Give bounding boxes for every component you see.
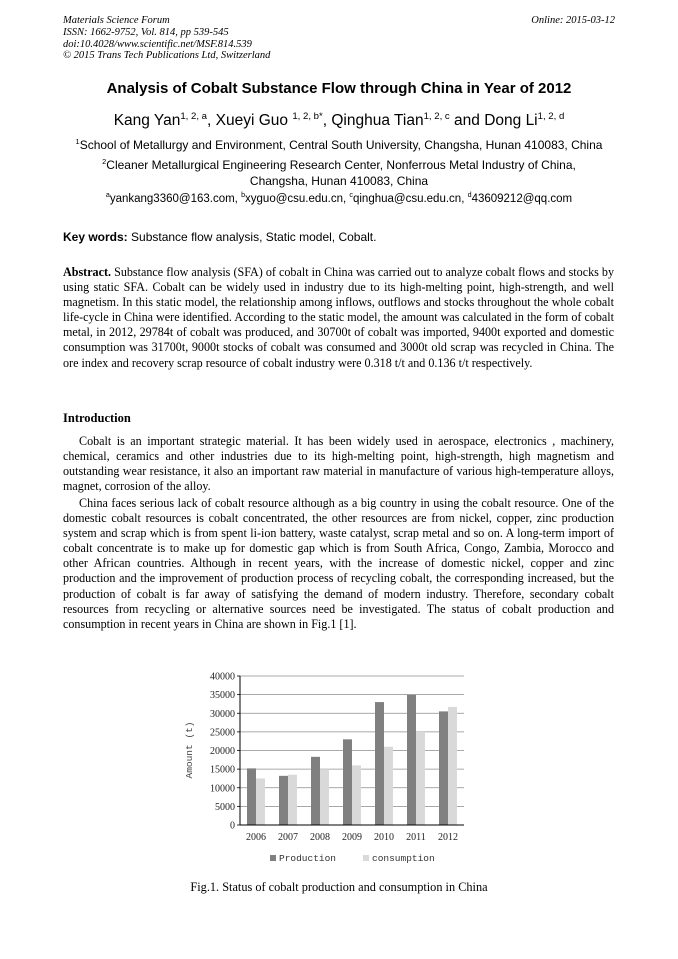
online-date: Online: 2015-03-12 [531,15,615,26]
chart-legend [270,853,435,864]
x-tick-label: 2012 [438,832,458,843]
email-mark: c [349,191,353,200]
legend-swatch-production [270,855,276,861]
email: yankang3360@163.com, [109,193,242,205]
y-tick-label: 35000 [210,690,235,702]
chart-bars [247,695,457,825]
author-separator: and [449,112,485,129]
affiliation-1 [0,138,678,154]
x-tick-label: 2007 [278,832,298,843]
author-list [0,112,678,130]
author-separator: , [207,112,216,129]
keywords-label: Key words: [63,230,128,244]
figure-caption: Fig.1. Status of cobalt production and consumption in China [190,880,488,894]
bar-consumption-2011 [416,732,425,825]
email-list [0,193,678,205]
keywords [63,230,376,244]
y-tick-label: 10000 [210,783,235,795]
bar-production-2012 [439,711,448,825]
legend-label-production: Production [279,853,337,864]
legend-label-consumption: consumption [372,853,435,864]
x-tick-label: 2006 [246,832,266,843]
email: xyguo@csu.edu.cn, [245,193,350,205]
bar-consumption-2008 [320,769,329,825]
y-tick-label: 25000 [210,727,235,739]
journal-copyright: © 2015 Trans Tech Publications Ltd, Switzerland [63,50,271,62]
y-tick-label: 30000 [210,708,235,720]
intro-paragraph-1: Cobalt is an important strategic material. It has been widely used in aerospace, electronics , machinery, chemical, ceramics and other industries due to its high-melting point, high-strength, high magnetism and outstanding wear resistance, it also an important raw material in manufacture of various high-temperature alloys, magnet, corrosion of the alloy. [63,434,614,494]
y-tick-labels [210,672,235,832]
bar-consumption-2009 [352,765,361,825]
journal-issn: ISSN: 1662-9752, Vol. 814, pp 539-545 [63,26,229,38]
author-name: Kang Yan [113,112,181,129]
x-tick-label: 2010 [374,832,394,843]
y-tick-label: 5000 [215,801,235,813]
email-mark: d [467,191,472,200]
bar-production-2006 [247,768,256,825]
email-mark: a [105,191,110,200]
affiliation-text: Cleaner Metallurgical Engineering Research Center, Nonferrous Metal Industry of China, [106,158,576,172]
bar-production-2007 [279,776,288,825]
journal-name: Materials Science Forum [63,15,170,26]
affiliation-mark: 1 [75,137,80,146]
abstract-label: Abstract. [63,265,112,279]
bar-production-2010 [375,702,384,825]
x-tick-labels [246,832,458,843]
bar-consumption-2007 [288,775,297,825]
intro-paragraph-2: China faces serious lack of cobalt resource although as a big country in using the cobalt resource. One of the domestic cobalt resources is cobalt concentrated, the other resources are from nickel, copper, zinc production system and scrap which is from spent li-ion battery, waste catalyst, scrap metal and so on. A long-term import of cobalt concentrate is to make up for domestic gap which is from South Africa, Congo, Zambia, Morocco and other African countries. Although in recent years, with the increase of domestic nickel, copper and zinc production and the improvement of production process of recycling cobalt, the corresponding increased, but the production of cobalt is far away of satisfying the demand of modern industry. Therefore, secondary cobalt resources from recycling or alternative sources need be investigated. The status of cobalt production and consumption in recent years in China are shown in Fig.1 [1]. [63,496,614,631]
bar-production-2011 [407,695,416,825]
paper-title: Analysis of Cobalt Substance Flow through China in Year of 2012 [106,80,572,97]
author-name: Xueyi Guo [215,112,293,129]
legend-swatch-consumption [363,855,369,861]
author-affiliation-mark: 1, 2, b* [292,110,323,122]
email: 43609212@qq.com [471,193,573,205]
author-name: Dong Li [484,112,538,129]
journal-info [63,15,270,62]
bar-production-2009 [343,739,352,825]
y-tick-label: 40000 [210,671,235,683]
affiliation-2 [0,158,678,189]
cobalt-bar-chart [180,668,480,873]
y-tick-label: 15000 [210,764,235,776]
abstract [63,265,614,371]
bar-consumption-2010 [384,747,393,825]
journal-doi: doi:10.4028/www.scientific.net/MSF.814.539 [63,38,252,50]
email: qinghua@csu.edu.cn, [352,193,468,205]
email-mark: b [241,191,246,200]
author-name: Qinghua Tian [331,112,424,129]
x-tick-label: 2011 [406,832,426,843]
author-affiliation-mark: 1, 2, d [537,110,565,122]
introduction-heading: Introduction [63,411,131,425]
bar-production-2008 [311,757,320,825]
y-tick-label: 20000 [210,746,235,757]
x-tick-label: 2009 [342,832,362,843]
keywords-text: Substance flow analysis, Static model, Cobalt. [127,230,377,244]
affiliation-text: School of Metallurgy and Environment, Central South University, Changsha, Hunan 410083, China [79,138,603,152]
bar-consumption-2012 [448,707,457,825]
y-tick-label: 0 [230,820,235,832]
affiliation-mark: 2 [102,157,107,166]
y-axis-label: Amount (t) [184,721,195,779]
author-affiliation-mark: 1, 2, c [423,110,450,122]
x-tick-label: 2008 [310,832,330,843]
author-affiliation-mark: 1, 2, a [180,110,208,122]
abstract-text: Substance flow analysis (SFA) of cobalt in China was carried out to analyze cobalt flows and stocks by using static SFA. Cobalt can be widely used in industry due to its high-melting point, high-strength, and well magnetism. In this static model, the relationship among inflows, outflows and stocks throughout the whole cobalt life-cycle in China were identified. According to the static model, the amount was calculated in the form of cobalt metal, in 2012, 29784t of cobalt was produced, and 30700t of cobalt was imported, 9400t exported and domestic consumption was 31700t, 9000t stocks of cobalt was consumed and 3000t old scrap was recycled in China. The ore index and recovery scrap resource of cobalt industry were 0.318 t/t and 0.136 t/t respectively. [63,265,614,370]
affiliation-text: Changsha, Hunan 410083, China [249,173,429,188]
author-separator: , [322,112,332,129]
bar-consumption-2006 [256,778,265,825]
